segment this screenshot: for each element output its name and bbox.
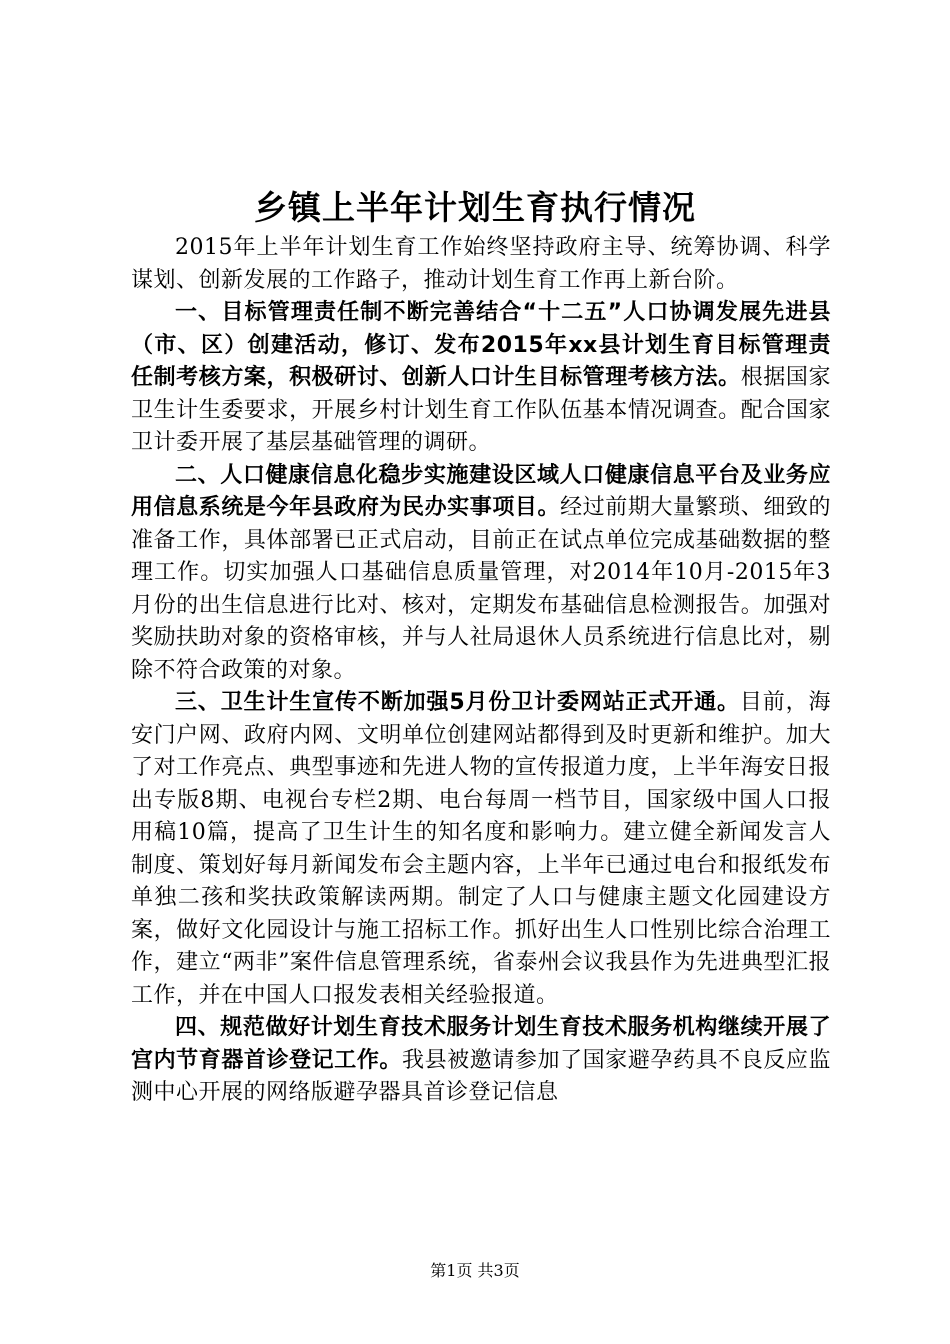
section-1-text: 根据国家卫生计生委要求，开展乡村计划生育工作队伍基本情况调查。配合国家卫计委开展了基层基础管理的调研。 — [131, 365, 831, 455]
section-2-heading: 二、人口健康信息化稳步实施建设区域人口健康信息平台及业务应用信息系统是今年县政府为民办实事项目。 — [131, 462, 831, 520]
section-4-text: 我县被邀请参加了国家避孕药具不良反应监测中心开展的网络版避孕器具首诊登记信息 — [131, 1047, 831, 1105]
document-title: 乡镇上半年计划生育执行情况 — [254, 188, 696, 227]
intro-paragraph: 2015年上半年计划生育工作始终坚持政府主导、统筹协调、科学谋划、创新发展的工作路子，推动计划生育工作再上新台阶。 — [131, 235, 831, 293]
section-3-text: 目前，海安门户网、政府内网、文明单位创建网站都得到及时更新和维护。加大了对工作亮点、典型事迹和先进人物的宣传报道力度，上半年海安日报出专版8期、电视台专栏2期、电台每周一档节目，国家级中国人口报用稿10篇，提高了卫生计生的知名度和影响力。建立健全新闻发言人制度、策划好每月新闻发布会主题内容，上半年已通过电台和报纸发布单独二孩和奖扶政策解读两期。制定了人口与健康主题文化园建设方案，做好文化园设计与施工招标工作。抓好出生人口性别比综合治理工作，建立“两非”案件信息管理系统，省泰州会议我县作为先进典型汇报工作，并在中国人口报发表相关经验报道。 — [131, 690, 831, 1008]
section-2-text: 经过前期大量繁琐、细致的准备工作，具体部署已正式启动，目前正在试点单位完成基础数据的整理工作。切实加强人口基础信息质量管理，对2014年10月-2015年3月份的出生信息进行比对、核对，定期发布基础信息检测报告。加强对奖励扶助对象的资格审核，并与人社局退休人员系统进行信息比对，剔除不符合政策的对象。 — [131, 495, 831, 683]
page-number-footer: 第1页 共3页 — [430, 1261, 520, 1280]
section-4-heading: 四、规范做好计划生育技术服务计划生育技术服务机构继续开展了宫内节育器首诊登记工作。 — [131, 1015, 831, 1073]
section-4-paragraph — [131, 1012, 831, 1110]
section-2-paragraph — [131, 460, 831, 688]
section-1-heading: 一、目标管理责任制不断完善结合“十二五”人口协调发展先进县（市、区）创建活动，修订、发布2015年xx县计划生育目标管理责任制考核方案，积极研讨、创新人口计生目标管理考核方法。 — [131, 300, 831, 390]
document-body — [131, 232, 831, 1110]
section-3-paragraph — [131, 687, 831, 1012]
section-1-paragraph — [131, 297, 831, 460]
section-3-heading: 三、卫生计生宣传不断加强5月份卫计委网站正式开通。 — [175, 690, 740, 715]
